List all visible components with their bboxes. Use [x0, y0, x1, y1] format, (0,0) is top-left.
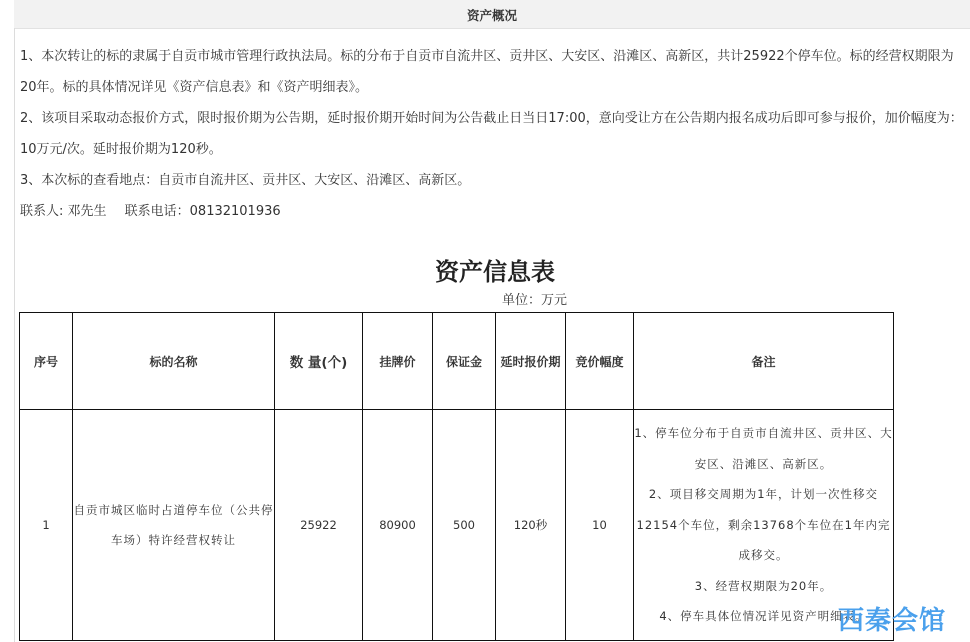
remark-item: 2、项目移交周期为1年，计划一次性移交12154个车位，剩余13768个车位在1年内完成移交。 — [636, 487, 891, 563]
header-bid-increment: 竞价幅度 — [566, 313, 634, 410]
cell-index: 1 — [20, 410, 73, 641]
header-listing-price: 挂牌价 — [363, 313, 433, 410]
left-divider — [14, 28, 15, 642]
intro-paragraph-2: 2、该项目采取动态报价方式，限时报价期为公告期，延时报价期开始时间为公告截止日当日17:00，意向受让方在公告期内报名成功后即可参与报价，加价幅度为：10万元/次。延时报价期为120秒。 — [20, 111, 963, 157]
contact-person: 联系人: 邓先生 — [20, 204, 107, 219]
remark-item: 1、停车位分布于自贡市自流井区、贡井区、大安区、沿滩区、高新区。 — [634, 426, 893, 471]
table-row — [20, 410, 894, 641]
contact-line — [20, 196, 965, 227]
asset-info-table — [19, 312, 894, 641]
intro-paragraph-3: 3、本次标的查看地点：自贡市自流井区、贡井区、大安区、沿滩区、高新区。 — [20, 173, 471, 188]
cell-deposit: 500 — [433, 410, 496, 641]
remark-item: 3、经营权期限为20年。 — [694, 578, 833, 593]
intro-text — [20, 41, 965, 227]
table-header-row — [20, 313, 894, 410]
section-title: 资产概况 — [466, 8, 517, 23]
header-remarks: 备注 — [634, 313, 894, 410]
section-header — [14, 0, 970, 29]
cell-delay-period: 120秒 — [496, 410, 566, 641]
header-index: 序号 — [20, 313, 73, 410]
table-unit: 单位：万元 — [502, 293, 568, 308]
header-quantity: 数 量(个) — [275, 313, 363, 410]
header-name: 标的名称 — [73, 313, 275, 410]
cell-bid-increment: 10 — [566, 410, 634, 641]
remark-item: 4、停车具体位情况详见资产明细表。 — [659, 609, 868, 624]
header-delay-period: 延时报价期 — [496, 313, 566, 410]
table-title: 资产信息表 — [435, 258, 555, 286]
cell-quantity: 25922 — [275, 410, 363, 641]
intro-paragraph-1: 1、本次转让的标的隶属于自贡市城市管理行政执法局。标的分布于自贡市自流井区、贡井区、大安区、沿滩区、高新区，共计25922个停车位。标的经营权期限为20年。标的具体情况详见《资产信息表》和《资产明细表》。 — [20, 49, 954, 95]
cell-listing-price: 80900 — [363, 410, 433, 641]
cell-name: 自贡市城区临时占道停车位（公共停车场）特许经营权转让 — [73, 410, 275, 641]
header-deposit: 保证金 — [433, 313, 496, 410]
watermark-logo: 西秦会馆 — [838, 606, 947, 636]
contact-phone: 联系电话：08132101936 — [124, 204, 281, 219]
